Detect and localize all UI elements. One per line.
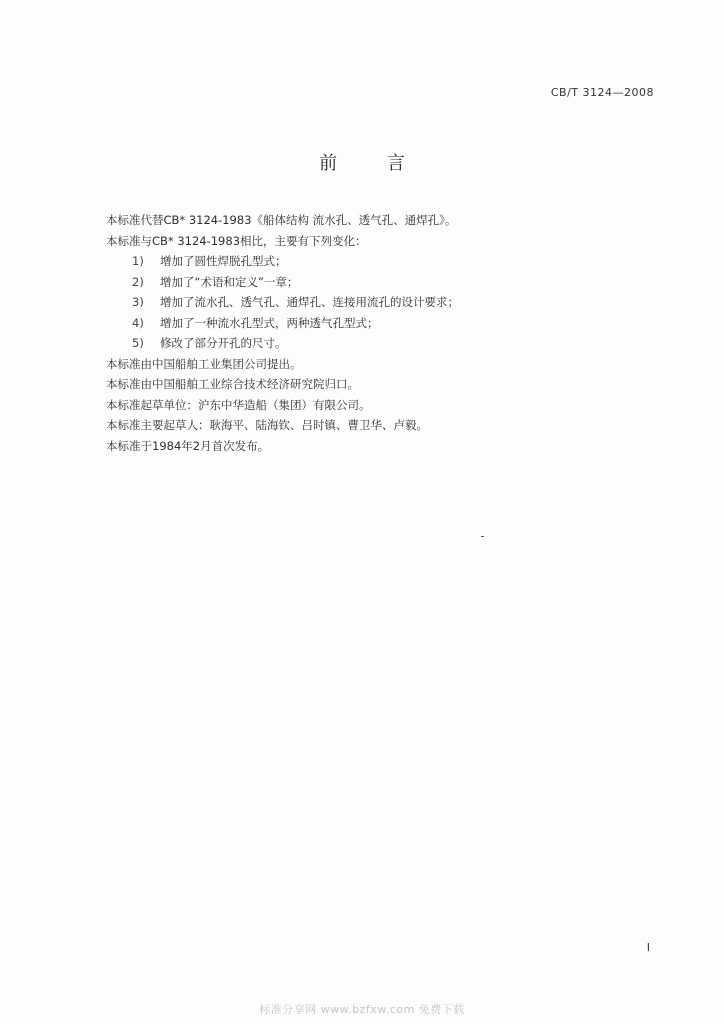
paragraph-changes-intro: 本标准与CB* 3124-1983相比，主要有下列变化： bbox=[106, 233, 367, 248]
paragraph-proposer: 本标准由中国船舶工业集团公司提出。 bbox=[106, 356, 302, 371]
scan-speck bbox=[481, 536, 484, 537]
page-title: 前 言 bbox=[319, 153, 427, 174]
paragraph-replaces: 本标准代替CB* 3124-1983《船体结构 流水孔、透气孔、通焊孔》。 bbox=[106, 213, 457, 227]
list-item-text: 增加了一种流水孔型式，两种透气孔型式； bbox=[160, 315, 379, 330]
foreword-body bbox=[106, 210, 626, 456]
list-item bbox=[106, 313, 626, 334]
paragraph-first-issue: 本标准于1984年2月首次发布。 bbox=[106, 438, 270, 453]
list-item-number: 3) bbox=[132, 295, 144, 309]
list-item bbox=[106, 251, 626, 272]
list-item-number: 5) bbox=[132, 336, 144, 350]
page-number: I bbox=[646, 941, 650, 954]
paragraph-administrator: 本标准由中国船舶工业综合技术经济研究院归口。 bbox=[106, 377, 359, 391]
list-item bbox=[106, 292, 626, 313]
list-item bbox=[106, 272, 626, 293]
paragraph-drafting-unit: 本标准起草单位：沪东中华造船（集团）有限公司。 bbox=[106, 397, 371, 412]
list-item-number: 1) bbox=[132, 254, 144, 268]
list-item-text: 修改了部分开孔的尺寸。 bbox=[160, 336, 287, 350]
list-item-number: 4) bbox=[132, 315, 144, 330]
list-item-text: 增加了“术语和定义”一章； bbox=[160, 274, 299, 289]
standard-code: CB/T 3124—2008 bbox=[550, 86, 654, 99]
paragraph-drafters: 本标准主要起草人：耿海平、陆海钦、吕时镇、曹卫华、卢毅。 bbox=[106, 418, 428, 432]
list-item-text: 增加了圆性焊脱孔型式； bbox=[160, 254, 287, 268]
list-item-number: 2) bbox=[132, 274, 144, 289]
list-item-text: 增加了流水孔、透气孔、通焊孔、连接用流孔的设计要求； bbox=[160, 295, 459, 309]
list-item bbox=[106, 333, 626, 354]
watermark: 标准分享网 www.bzfxw.com 免费下载 bbox=[259, 1003, 465, 1016]
